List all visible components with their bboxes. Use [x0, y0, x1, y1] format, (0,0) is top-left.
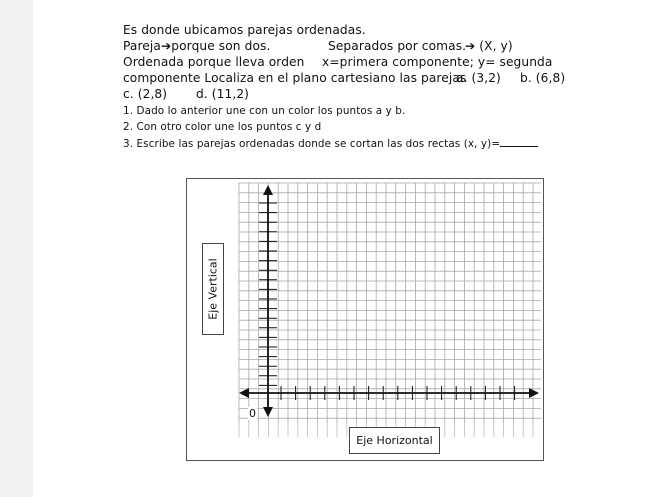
right-arrow-icon: ➔	[160, 39, 172, 53]
horizontal-axis-label-box: Eje Horizontal	[349, 427, 440, 454]
point-c: c. (2,8)	[123, 87, 168, 101]
right-arrow-icon: ➔	[465, 39, 476, 53]
cartesian-plane-box	[186, 178, 544, 461]
pareja-word: Pareja	[123, 39, 161, 53]
y-axis-down-arrow-icon	[263, 407, 273, 417]
intro-line-3-ordenada: Ordenada porque lleva orden	[123, 55, 305, 69]
intro-line-2-pareja	[123, 38, 270, 54]
intro-line-4-instruction: componente Localiza en el plano cartesiano las parejas	[123, 71, 467, 85]
x-axis-left-arrow-icon	[239, 388, 249, 398]
intro-line-2-separados: Separados por comas.	[328, 39, 467, 53]
vertical-axis-label: Eje Vertical	[206, 258, 220, 320]
xy-notation: (X, y)	[479, 39, 513, 53]
task-item-3-text: 3. Escribe las parejas ordenadas donde se cortan las dos rectas (x, y)=	[123, 138, 501, 150]
task-item-1: 1. Dado lo anterior une con un color los puntos a y b.	[123, 105, 406, 117]
task-item-3	[123, 136, 538, 151]
task-item-2: 2. Con otro color une los puntos c y d	[123, 121, 322, 133]
vertical-axis-label-box	[202, 243, 224, 335]
answer-blank[interactable]	[500, 136, 538, 147]
y-axis-up-arrow-icon	[263, 185, 273, 195]
cartesian-grid	[187, 179, 545, 462]
pareja-reason: porque son dos.	[171, 39, 271, 53]
origin-label: 0	[249, 407, 256, 420]
point-a: a. (3,2)	[456, 71, 501, 85]
intro-line-2-pair	[465, 38, 513, 54]
point-d: d. (11,2)	[196, 87, 250, 101]
intro-line-1: Es donde ubicamos parejas ordenadas.	[123, 23, 366, 37]
intro-line-3-componentes: x=primera componente; y= segunda	[322, 55, 553, 69]
x-axis-right-arrow-icon	[529, 388, 539, 398]
point-b: b. (6,8)	[520, 71, 566, 85]
